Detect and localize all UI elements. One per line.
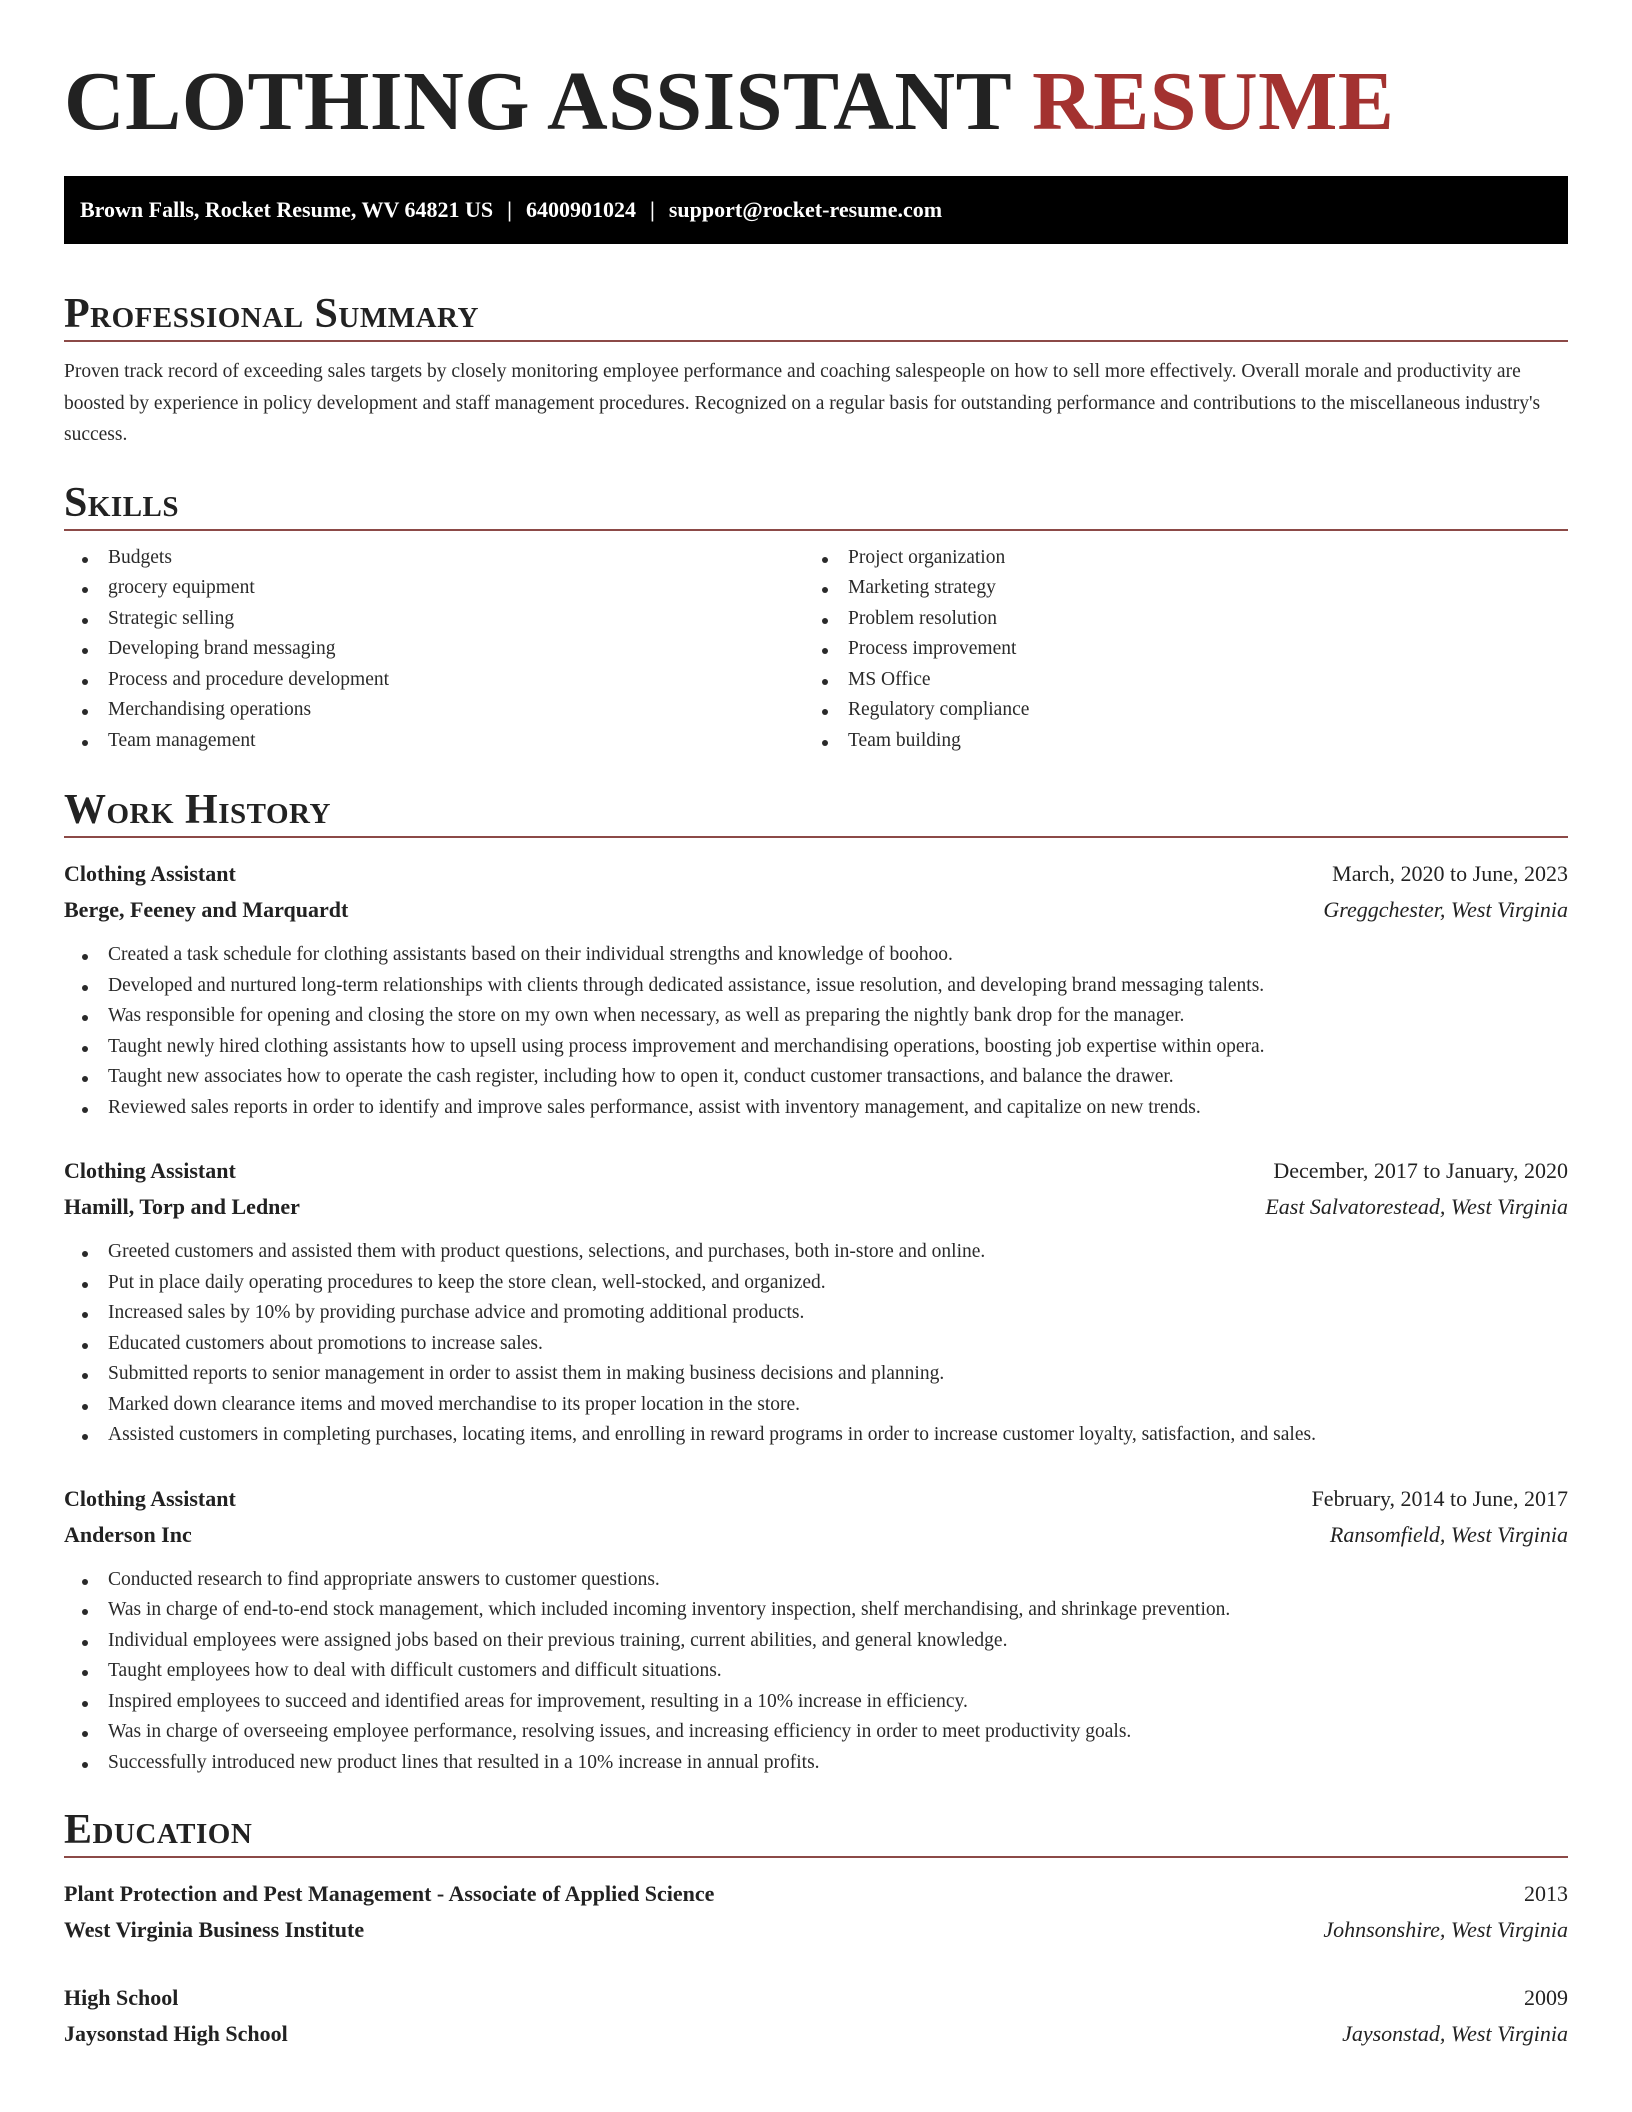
education-subheader <box>64 1912 1568 1948</box>
job-location: East Salvatorestead, West Virginia <box>1265 1194 1568 1219</box>
title-main: CLOTHING ASSISTANT <box>64 55 1011 148</box>
skill-item: Merchandising operations <box>64 695 804 726</box>
education-entry <box>64 1980 1568 2052</box>
resume-title <box>64 0 1568 176</box>
skill-item: Team management <box>64 726 804 757</box>
skill-item: Developing brand messaging <box>64 634 804 665</box>
section-divider <box>64 529 1568 531</box>
job-bullet: Created a task schedule for clothing assistants based on their individual strengths and knowledge of boohoo. <box>64 940 1568 971</box>
section-divider <box>64 836 1568 838</box>
job-bullets <box>64 1237 1568 1451</box>
job-bullet: Was responsible for opening and closing the store on my own when necessary, as well as preparing the nightly bank drop for the manager. <box>64 1001 1568 1032</box>
job-bullet: Individual employees were assigned jobs based on their previous training, current abilities, and general knowledge. <box>64 1626 1568 1657</box>
education-header <box>64 1980 1568 2016</box>
skills-list <box>64 543 1568 757</box>
job-bullet: Put in place daily operating procedures to keep the store clean, well-stocked, and organized. <box>64 1268 1568 1299</box>
job-bullet: Increased sales by 10% by providing purchase advice and promoting additional products. <box>64 1298 1568 1329</box>
job-header <box>64 1153 1568 1189</box>
job-subheader <box>64 1517 1568 1553</box>
skill-item: Budgets <box>64 543 804 574</box>
work-history-heading: Work History <box>64 787 331 833</box>
education-degree: High School <box>64 1985 179 2010</box>
job-dates: March, 2020 to June, 2023 <box>1332 861 1568 886</box>
job-bullet: Reviewed sales reports in order to identify and improve sales performance, assist with inventory management, and capitalize on new trends. <box>64 1093 1568 1124</box>
education-year: 2009 <box>1524 1985 1568 2010</box>
job-bullet: Successfully introduced new product lines that resulted in a 10% increase in annual profits. <box>64 1748 1568 1779</box>
job-bullet: Conducted research to find appropriate answers to customer questions. <box>64 1565 1568 1596</box>
summary-heading: Professional Summary <box>64 291 479 337</box>
job-bullet: Taught newly hired clothing assistants how to upsell using process improvement and merchandising operations, boosting job expertise within opera. <box>64 1032 1568 1063</box>
skill-item: Marketing strategy <box>804 573 1544 604</box>
job-bullet: Developed and nurtured long-term relationships with clients through dedicated assistance, issue resolution, and developing brand messaging talents. <box>64 971 1568 1002</box>
job-subheader <box>64 1189 1568 1225</box>
job-company: Berge, Feeney and Marquardt <box>64 897 349 922</box>
job-dates: February, 2014 to June, 2017 <box>1311 1485 1568 1511</box>
education-degree: Plant Protection and Pest Management - Associate of Applied Science <box>64 1881 715 1906</box>
skills-heading: Skills <box>64 479 180 526</box>
job-bullet: Was in charge of overseeing employee performance, resolving issues, and increasing efficiency in order to meet productivity goals. <box>64 1717 1568 1748</box>
education-location: Jaysonstad, West Virginia <box>1342 2021 1568 2046</box>
skill-item: Strategic selling <box>64 604 804 635</box>
job-bullets <box>64 940 1568 1123</box>
education-heading: Education <box>64 1807 253 1853</box>
job-location: Ransomfield, West Virginia <box>1329 1521 1568 1547</box>
skill-item: MS Office <box>804 665 1544 696</box>
contact-separator: | <box>507 197 512 222</box>
job-entry <box>64 1153 1568 1451</box>
contact-bar <box>64 176 1568 244</box>
section-divider <box>64 1856 1568 1858</box>
skill-item: Team building <box>804 726 1544 757</box>
education-location: Johnsonshire, West Virginia <box>1323 1917 1568 1942</box>
section-divider <box>64 340 1568 342</box>
education-entry <box>64 1876 1568 1948</box>
job-company: Anderson Inc <box>64 1521 192 1547</box>
education-year: 2013 <box>1524 1881 1568 1906</box>
skills-column-right <box>804 543 1544 757</box>
job-bullet: Inspired employees to succeed and identified areas for improvement, resulting in a 10% increase in efficiency. <box>64 1687 1568 1718</box>
skill-item: Process improvement <box>804 634 1544 665</box>
job-bullet: Submitted reports to senior management in order to assist them in making business decisions and planning. <box>64 1359 1568 1390</box>
job-bullet: Taught employees how to deal with difficult customers and difficult situations. <box>64 1656 1568 1687</box>
contact-email: support@rocket-resume.com <box>668 197 943 222</box>
contact-address: Brown Falls, Rocket Resume, WV 64821 US <box>80 197 494 222</box>
job-entry <box>64 856 1568 1123</box>
job-entry <box>64 1481 1568 1779</box>
title-accent: RESUME <box>1032 55 1395 148</box>
job-location: Greggchester, West Virginia <box>1323 897 1568 922</box>
job-header <box>64 1481 1568 1517</box>
job-bullets <box>64 1565 1568 1779</box>
job-bullet: Greeted customers and assisted them with product questions, selections, and purchases, both in-store and online. <box>64 1237 1568 1268</box>
job-dates: December, 2017 to January, 2020 <box>1273 1158 1568 1183</box>
job-header <box>64 856 1568 892</box>
skill-item: Project organization <box>804 543 1544 574</box>
job-bullet: Taught new associates how to operate the cash register, including how to open it, conduct customer transactions, and balance the drawer. <box>64 1062 1568 1093</box>
job-title: Clothing Assistant <box>64 1485 236 1511</box>
education-school: Jaysonstad High School <box>64 2021 288 2046</box>
contact-phone: 6400901024 <box>525 197 636 222</box>
job-bullet: Was in charge of end-to-end stock management, which included incoming inventory inspection, shelf merchandising, and shrinkage prevention. <box>64 1595 1568 1626</box>
summary-text: Proven track record of exceeding sales targets by closely monitoring employee performance and coaching salespeople on how to sell more effectively. Overall morale and productivity are boosted by experience in policy development and staff management procedures. Recognized on a regular basis for outstanding performance and contributions to the miscellaneous industry's success. <box>64 361 1541 445</box>
job-bullet: Assisted customers in completing purchases, locating items, and enrolling in reward programs in order to increase customer loyalty, satisfaction, and sales. <box>64 1420 1568 1451</box>
job-title: Clothing Assistant <box>64 861 236 886</box>
skill-item: Process and procedure development <box>64 665 804 696</box>
education-header <box>64 1876 1568 1912</box>
education-subheader <box>64 2016 1568 2052</box>
job-title: Clothing Assistant <box>64 1158 236 1183</box>
skill-item: Problem resolution <box>804 604 1544 635</box>
skill-item: Regulatory compliance <box>804 695 1544 726</box>
skill-item: grocery equipment <box>64 573 804 604</box>
contact-separator: | <box>649 197 655 222</box>
education-school: West Virginia Business Institute <box>64 1917 365 1942</box>
job-bullet: Educated customers about promotions to increase sales. <box>64 1329 1568 1360</box>
skills-column-left <box>64 543 804 757</box>
job-company: Hamill, Torp and Ledner <box>64 1194 300 1219</box>
job-bullet: Marked down clearance items and moved merchandise to its proper location in the store. <box>64 1390 1568 1421</box>
job-subheader <box>64 892 1568 928</box>
